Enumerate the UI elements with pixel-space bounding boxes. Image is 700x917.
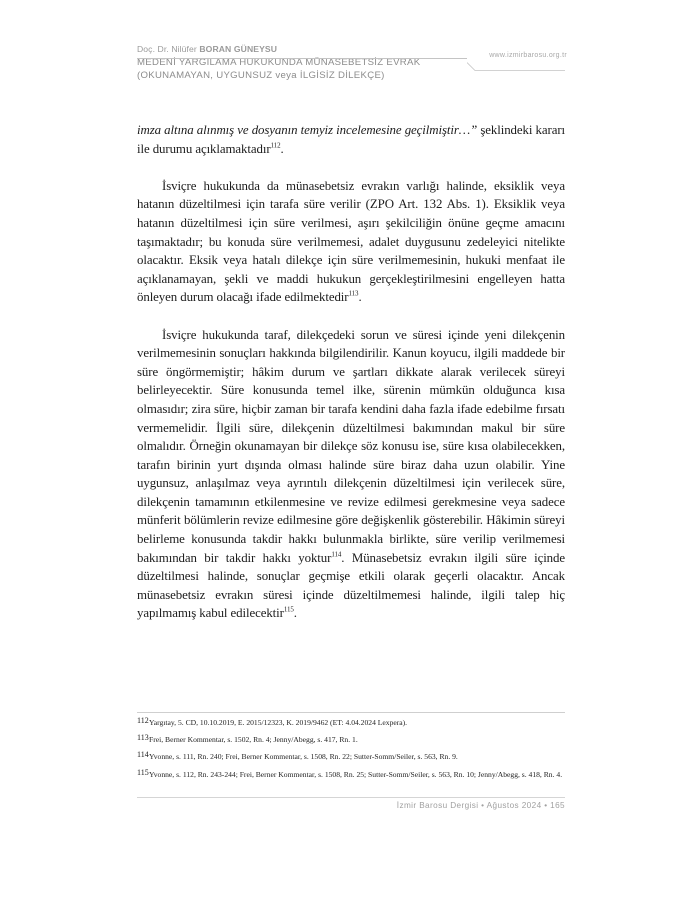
footnote-ref-112[interactable]: 112 bbox=[270, 141, 281, 150]
header-rule-slant-svg bbox=[467, 62, 565, 71]
footnote-text: Frei, Berner Kommentar, s. 1502, Rn. 4; Jenny/Abegg, s. 417, Rn. 1. bbox=[149, 735, 358, 745]
footnote-item bbox=[137, 734, 565, 745]
paragraph-1-text: şeklindeki kararı ile durumu açıklamaktadır bbox=[137, 123, 565, 156]
header-rule bbox=[137, 58, 467, 59]
footnote-item bbox=[137, 751, 565, 762]
footnotes bbox=[137, 717, 565, 786]
author-surname: BORAN GÜNEYSU bbox=[199, 44, 278, 54]
footnote-ref-115[interactable]: 115 bbox=[283, 606, 294, 615]
website-link[interactable]: www.izmirbarosu.org.tr bbox=[489, 52, 567, 59]
footnote-ref-113[interactable]: 113 bbox=[348, 290, 359, 299]
author-prefix: Doç. Dr. Nilüfer bbox=[137, 44, 200, 54]
paragraph-2 bbox=[137, 177, 565, 307]
footnote-number: 112 bbox=[137, 716, 149, 725]
footnote-number: 115 bbox=[137, 767, 149, 777]
paragraph-3 bbox=[137, 326, 565, 624]
article-title-line2: (OKUNAMAYAN, UYGUNSUZ veya İLGİSİZ DİLEKÇE) bbox=[137, 69, 385, 81]
paragraph-3-text-a: İsviçre hukukunda taraf, dilekçedeki sorun ve süresi içinde yeni dilekçenin verilmemesinin sonuçları hakkında bilgilendirilir. Kanun koyucu, ilgili maddede bir süre öngörmemiştir; hâkim durum ve şartları dikkate alarak verilecek süreyi belirleyecektir. Süre konusunda temel ilke, sürenin mümkün olduğunca kısa olmasıdır; zira süre, hiçbir zaman bir tarafa kendini daha fazla ifade edebilme fırsatı vermemelidir. İlgili süre, dilekçenin düzeltilmesi bakımından makul bir süre olmalıdır. Örneğin okunamayan bir dilekçe söz konusu ise, süre kısa olabilecekken, tarafın birinin yurt dışında olması halinde süre biraz daha uzun olabilir. Yine uygunsuz, anlaşılmaz veya ayrıntılı dilekçenin düzeltilmesi için verilecek süre, dilekçenin tamamının etkilenmesine ve revize edilmesi gerekmesine veya sadece münferit bölümlerin revize edilmesine göre değişkenlik gösterebilir. Hâkimin süreyi belirleme konusunda takdir hakkı bulunmakla birlikte, süre verilip verilmemesi bakımından bir takdir hakkı yoktur bbox=[137, 327, 565, 565]
footnote-ref-114[interactable]: 114 bbox=[331, 550, 342, 559]
paragraph-1 bbox=[137, 121, 565, 158]
footnote-item bbox=[137, 717, 565, 728]
header-rule-slant bbox=[467, 58, 565, 67]
footnote-text: Yvonne, s. 112, Rn. 243-244; Frei, Berner Kommentar, s. 1508, Rn. 25; Sutter-Somm/Seiler, s. 563, Rn. 10; Jenny/Abegg, s. 418, Rn. 4. bbox=[149, 769, 563, 779]
footnote-number: 113 bbox=[137, 733, 149, 743]
quote-text: imza altına alınmış ve dosyanın temyiz incelemesine geçilmiştir…” bbox=[137, 123, 478, 137]
footnote-text: Yvonne, s. 111, Rn. 240; Frei, Berner Kommentar, s. 1508, Rn. 22; Sutter-Somm/Seiler, s. 563, Rn. 9. bbox=[149, 752, 458, 762]
footnote-number: 114 bbox=[137, 750, 149, 760]
footnote-item bbox=[137, 769, 565, 780]
paragraph-3-text-b: . Münasebetsiz evrakın ilgili süre içinde düzeltilmesi halinde, sonuçlar geçmişe etkili olarak geçerli olacaktır. Ancak münasebetsiz evrakın süresi içinde düzeltilmemesi halinde, ilgili talep hiç yapılmamış kabul edilecektir bbox=[137, 550, 565, 621]
paragraph-3-end: . bbox=[293, 606, 297, 621]
article-body bbox=[137, 121, 565, 623]
footer-rule bbox=[137, 797, 565, 798]
paragraph-1-end: . bbox=[280, 141, 284, 156]
paragraph-2-end: . bbox=[358, 290, 362, 305]
footnote-divider bbox=[137, 712, 565, 713]
footnote-text: Yargıtay, 5. CD, 10.10.2019, E. 2015/12323, K. 2019/9462 (ET: 4.04.2024 Lexpera). bbox=[149, 718, 408, 727]
page-footer: İzmir Barosu Dergisi • Ağustos 2024 • 165 bbox=[396, 801, 565, 810]
article-title-line1: MEDENİ YARGILAMA HUKUKUNDA MÜNASEBETSİZ EVRAK bbox=[137, 57, 421, 68]
paragraph-2-text: İsviçre hukukunda da münasebetsiz evrakın varlığı halinde, eksiklik veya hatanın düzeltilmesi için tarafa süre verilir (ZPO Art. 132 Abs. 1). Eksiklik veya hatanın düzeltilmesi için süre verilmesi, aşırı şekilciliğin önüne geçme amacını taşımaktadır; bu konuda süre verilmemesi, adalet duygusunu zedeleyici nitelikte olacaktır. Eksik veya hatalı dilekçe için süre verilmemesinin, hukuki menfaat ile açıklanamayan, şekli ve maddi hukukun gerçekleştirilmesini engelleyen hatta önleyen durum olacağı ifade edilmektedir bbox=[137, 178, 565, 305]
